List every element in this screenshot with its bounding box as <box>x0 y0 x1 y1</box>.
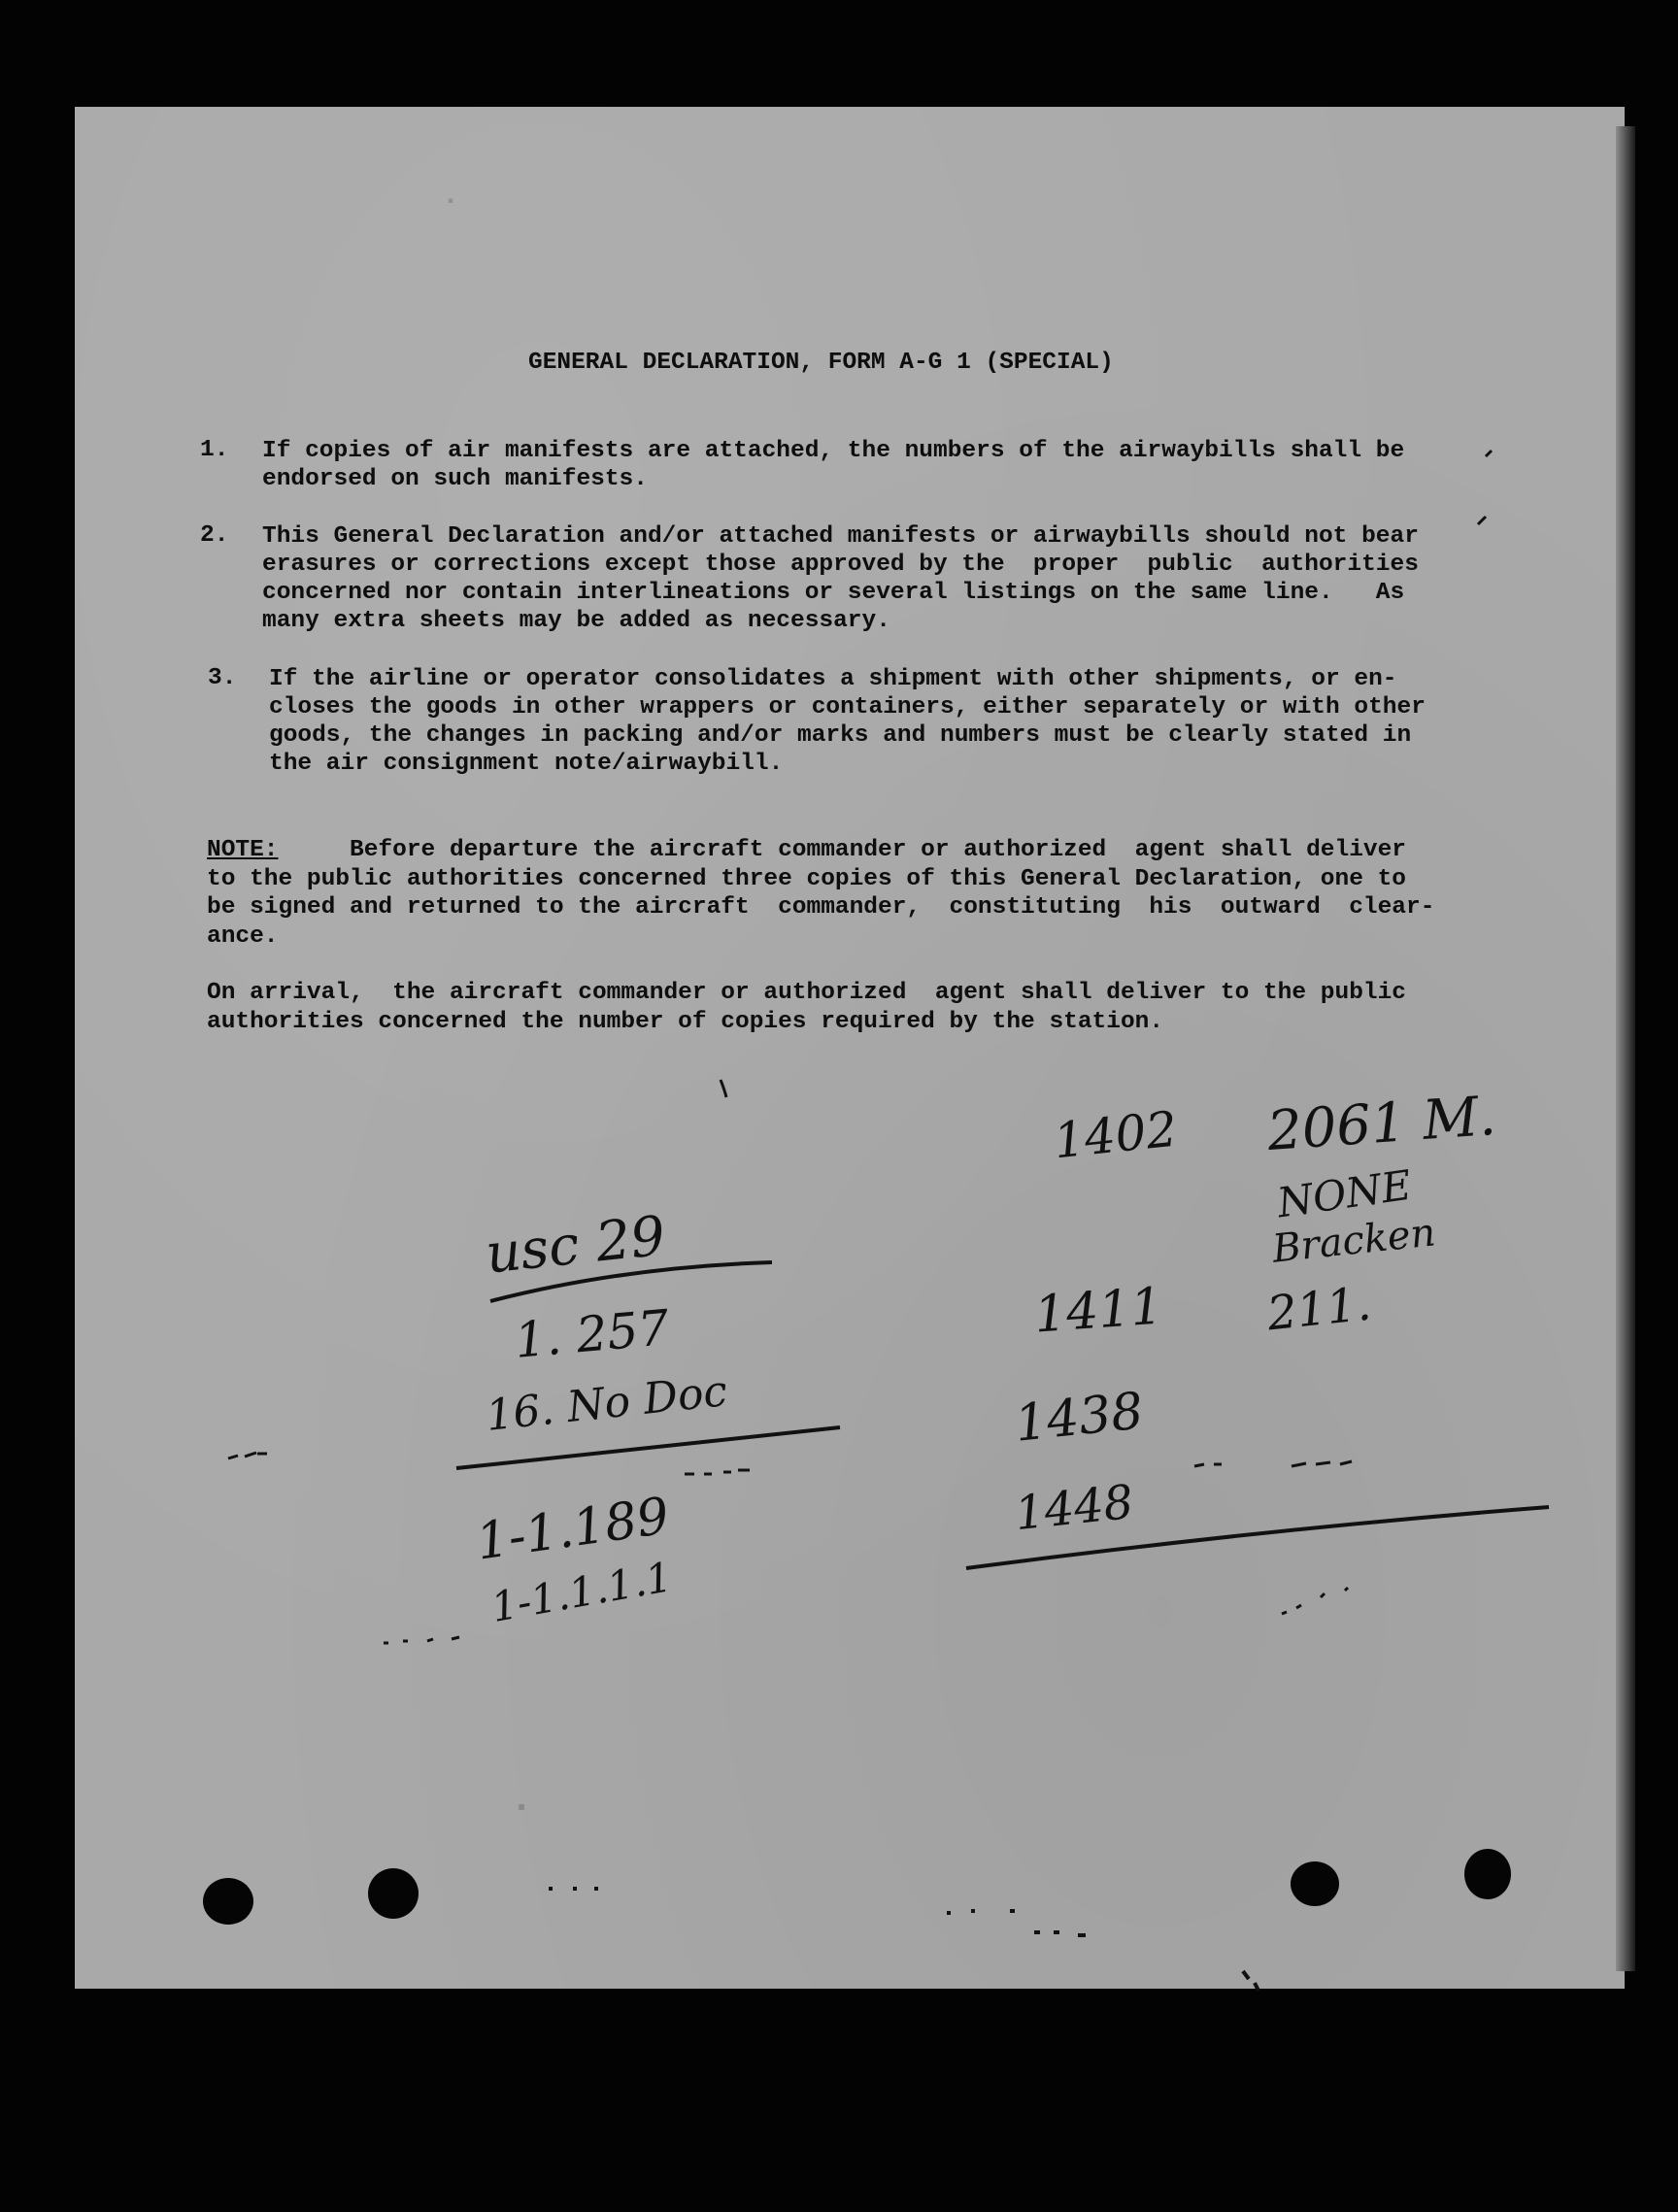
pen-mark <box>685 1470 750 1474</box>
note-line: ance. <box>207 923 279 950</box>
item-number: 2. <box>200 522 229 549</box>
handwritten-note: 1-1.1.1.1 <box>487 1553 676 1631</box>
handwritten-note: 211. <box>1264 1276 1374 1342</box>
note-label: NOTE: <box>207 837 279 863</box>
note-line: to the public authorities concerned three copies of this General Declaration, one to <box>207 866 1407 892</box>
pen-mark <box>1194 1461 1352 1466</box>
item-number: 1. <box>200 437 229 463</box>
arrival-line: On arrival, the aircraft commander or authorized agent shall deliver to the public <box>207 980 1407 1006</box>
pen-mark <box>721 1080 726 1097</box>
pen-mark <box>1478 451 1492 524</box>
handwritten-note: 2061 M. <box>1265 1084 1498 1164</box>
punch-hole <box>368 1868 419 1919</box>
pen-underline <box>456 1427 840 1468</box>
handwritten-note: usc 29 <box>483 1204 669 1287</box>
note-line: be signed and returned to the aircraft commander, constituting his outward clear- <box>207 894 1435 921</box>
punch-hole <box>1291 1861 1339 1906</box>
pen-mark <box>228 1453 267 1458</box>
handwritten-note: NONE <box>1274 1160 1415 1227</box>
handwritten-note: 1438 <box>1012 1382 1147 1454</box>
item-text-line: concerned nor contain interlineations or several listings on the same line. As <box>262 580 1405 606</box>
item-text-line: If the airline or operator consolidates a shipment with other shipments, or en- <box>269 666 1397 692</box>
bleed-through-heading: . <box>442 180 460 213</box>
item-text-line: many extra sheets may be added as necessary. <box>262 608 890 634</box>
item-text-line: closes the goods in other wrappers or containers, either separately or with other <box>269 694 1426 721</box>
item-text-line: This General Declaration and/or attached manifests or airwaybills should not bear <box>262 523 1419 550</box>
item-text-line: goods, the changes in packing and/or marks and numbers must be clearly stated in <box>269 722 1412 749</box>
bleed-through-footer: . <box>510 1779 534 1823</box>
punch-hole <box>203 1878 253 1925</box>
pen-mark <box>384 1637 459 1643</box>
handwritten-note: 16. No Doc <box>484 1366 730 1441</box>
handwritten-note: 1. 257 <box>512 1299 672 1369</box>
punch-hole <box>1464 1849 1511 1899</box>
item-number: 3. <box>208 665 237 691</box>
note-first-line: Before departure the aircraft commander or authorized agent shall deliver <box>278 837 1407 863</box>
handwritten-note: 1411 <box>1032 1277 1165 1345</box>
item-text-line: erasures or corrections except those approved by the proper public authorities <box>262 552 1419 578</box>
handwritten-note: Bracken <box>1270 1210 1438 1272</box>
arrival-line: authorities concerned the number of copies required by the station. <box>207 1009 1164 1035</box>
pen-mark <box>549 1889 1258 1991</box>
page-title: GENERAL DECLARATION, FORM A-G 1 (SPECIAL) <box>528 350 1114 376</box>
handwritten-note: 1448 <box>1012 1474 1136 1542</box>
pen-underline <box>966 1507 1549 1568</box>
handwritten-note: 1402 <box>1051 1100 1180 1170</box>
item-text-line: endorsed on such manifests. <box>262 466 648 492</box>
item-text-line: the air consignment note/airwaybill. <box>269 751 784 777</box>
pen-underline <box>490 1262 772 1301</box>
item-text-line: If copies of air manifests are attached, the numbers of the airwaybills shall be <box>262 438 1405 464</box>
pen-mark <box>1282 1588 1348 1614</box>
handwritten-note: 1-1.189 <box>472 1487 673 1572</box>
